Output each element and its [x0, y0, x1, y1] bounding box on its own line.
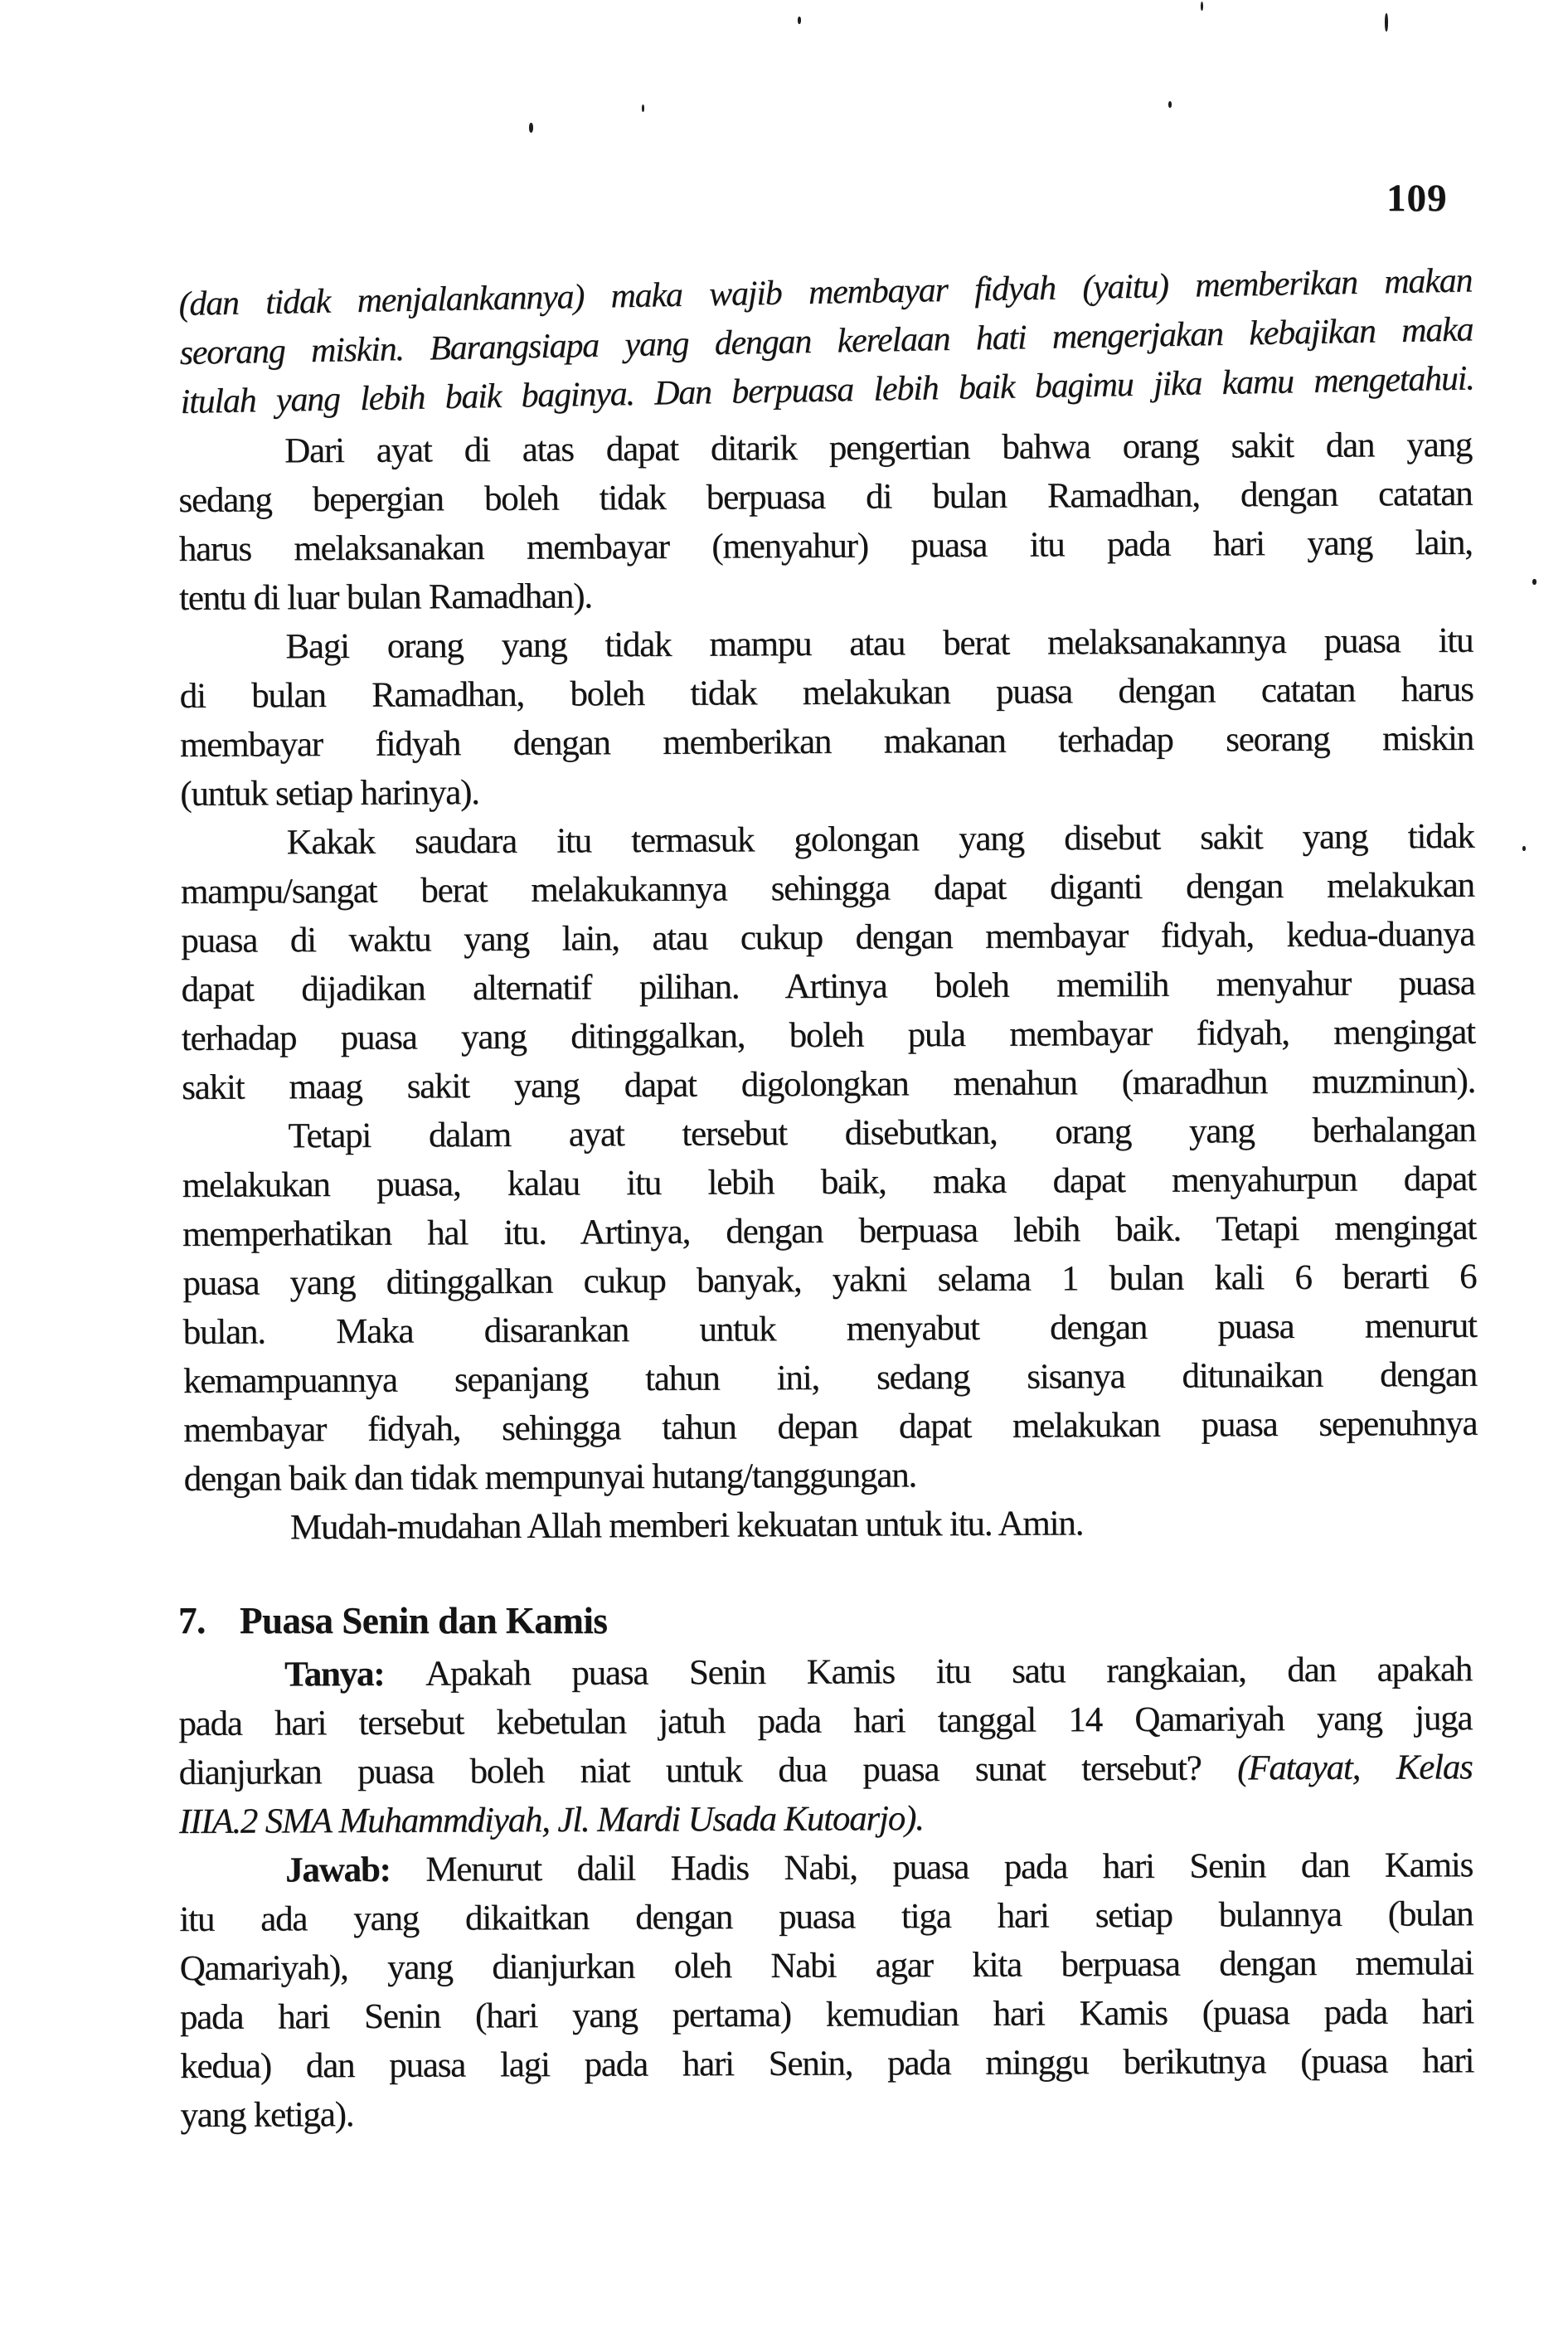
text-segment: memperhatikan hal itu. Artinya, dengan berpuasa lebih baik. Tetapi mengingat	[182, 1208, 1477, 1254]
text-line	[179, 1743, 1473, 1797]
text-line	[181, 861, 1474, 917]
text-line	[180, 763, 1473, 819]
text-line	[182, 1155, 1476, 1210]
text-segment: dengan baik dan tidak mempunyai hutang/tanggungan.	[183, 1456, 917, 1499]
text-line	[178, 1645, 1472, 1699]
text-segment: Qamariyah), yang dianjurkan oleh Nabi agar kita berpuasa dengan memulai	[179, 1943, 1473, 1988]
text-segment: terhadap puasa yang ditinggalkan, boleh pula membayar fidyah, mengingat	[181, 1012, 1475, 1058]
text-line	[179, 616, 1473, 672]
text-segment-bold: Jawab:	[285, 1850, 426, 1890]
text-line	[181, 910, 1474, 965]
text-line	[180, 2036, 1473, 2091]
text-segment: Apakah puasa Senin Kamis itu satu rangkaian, dan apakah	[425, 1650, 1473, 1694]
text-segment: dianjurkan puasa boleh niat untuk dua puasa sunat tersebut?	[178, 1748, 1238, 1792]
text-line	[179, 1792, 1473, 1846]
text-segment: Mudah-mudahan Allah memberi kekuatan untuk itu. Amin.	[289, 1504, 1084, 1548]
text-segment: membayar fidyah, sehingga tahun depan dapat melakukan puasa sepenuhnya	[183, 1403, 1478, 1450]
question-answer-text	[178, 1645, 1474, 2140]
text-segment: puasa yang ditinggalkan cukup banyak, yakni selama 1 bulan kali 6 berarti 6	[182, 1257, 1477, 1303]
text-segment: itulah yang lebih baik baginya. Dan berpuasa lebih baik bagimu jika kamu mengetahui.	[180, 359, 1474, 421]
text-line	[184, 1497, 1478, 1553]
text-line	[180, 1938, 1473, 1993]
text-segment-italic: (Fatayat, Kelas	[1237, 1748, 1473, 1788]
text-line	[180, 714, 1473, 770]
scan-speck	[642, 105, 644, 112]
text-segment: melakukan puasa, kalau itu lebih baik, maka dapat menyahurpun dapat	[182, 1159, 1476, 1205]
text-segment: Bagi orang yang tidak mampu atau berat melaksanakannya puasa itu	[285, 620, 1473, 667]
body-text	[178, 421, 1478, 1553]
text-line	[179, 1840, 1473, 1895]
scan-speck	[529, 123, 533, 133]
text-segment: (dan tidak menjalankannya) maka wajib membayar fidyah (yaitu) memberikan makan	[178, 261, 1473, 323]
text-segment: kemampuannya sepanjang tahun ini, sedang sisanya ditunaikan dengan	[182, 1354, 1478, 1401]
text-segment: itu ada yang dikaitkan dengan puasa tiga hari setiap bulannya (bulan	[179, 1894, 1473, 1939]
text-line	[183, 1301, 1477, 1357]
text-segment: yang ketiga).	[180, 2095, 354, 2135]
text-segment: Dari ayat di atas dapat ditarik pengertian bahwa orang sakit dan yang	[284, 425, 1473, 471]
text-segment: pada hari tersebut kebetulan jatuh pada hari tanggal 14 Qamariyah yang juga	[178, 1699, 1473, 1743]
text-line	[180, 665, 1473, 721]
text-line	[182, 1203, 1476, 1259]
scan-speck	[1532, 579, 1536, 585]
scan-speck	[1168, 101, 1172, 108]
page-number: 109	[1386, 177, 1448, 220]
text-segment-bold: Tanya:	[284, 1654, 426, 1694]
text-line	[180, 812, 1473, 868]
text-line	[183, 1350, 1477, 1406]
scan-speck	[798, 17, 801, 24]
quran-translation-quote	[178, 256, 1474, 427]
text-segment: tentu di luar bulan Ramadhan).	[178, 576, 592, 618]
scan-speck	[1522, 846, 1526, 851]
text-line	[179, 1889, 1473, 1944]
text-line	[182, 1106, 1475, 1161]
text-segment: Menurut dalil Hadis Nabi, puasa pada hari Senin dan Kamis	[425, 1845, 1473, 1889]
text-segment: puasa di waktu yang lain, atau cukup dengan membayar fidyah, kedua-duanya	[181, 914, 1475, 960]
text-segment: dapat dijadikan alternatif pilihan. Artinya boleh memilih menyahur puasa	[181, 963, 1475, 1009]
text-line	[179, 518, 1473, 574]
scan-speck	[1201, 2, 1203, 11]
text-segment: Kakak saudara itu termasuk golongan yang disebut sakit yang tidak	[286, 816, 1474, 863]
section-title: Puasa Senin dan Kamis	[240, 1600, 608, 1641]
text-line	[182, 1252, 1476, 1308]
scan-speck	[1385, 13, 1388, 32]
text-segment: membayar fidyah dengan memberikan makanan terhadap seorang miskin	[179, 718, 1474, 765]
text-line	[180, 2085, 1473, 2140]
text-segment: Tetapi dalam ayat tersebut disebutkan, orang yang berhalangan	[288, 1110, 1476, 1156]
text-line	[181, 959, 1474, 1014]
text-line	[178, 469, 1472, 525]
text-segment: bulan. Maka disarankan untuk menyabut dengan puasa menurut	[182, 1306, 1477, 1352]
text-line	[178, 421, 1472, 476]
text-segment: seorang miskin. Barangsiapa yang dengan kerelaan hati mengerjakan kebajikan maka	[179, 310, 1473, 372]
text-segment-italic: IIIA.2 SMA Muhammdiyah, Jl. Mardi Usada Kutoarjo).	[178, 1799, 924, 1841]
text-segment: (untuk setiap harinya).	[180, 773, 479, 814]
text-segment: sedang bepergian boleh tidak berpuasa di bulan Ramadhan, dengan catatan	[178, 474, 1473, 520]
text-line	[183, 1448, 1477, 1504]
text-segment: harus melaksanakan membayar (menyahur) puasa itu pada hari yang lain,	[178, 523, 1473, 569]
text-segment: kedua) dan puasa lagi pada hari Senin, pada minggu berikutnya (puasa hari	[180, 2041, 1474, 2086]
text-line	[183, 1399, 1477, 1455]
text-line	[178, 1694, 1472, 1748]
text-segment: sakit maag sakit yang dapat digolongkan menahun (maradhun muzminun).	[182, 1061, 1476, 1107]
text-line	[180, 1987, 1473, 2042]
text-line	[182, 1057, 1475, 1112]
section-heading	[178, 1599, 607, 1642]
section-number: 7.	[178, 1600, 206, 1641]
text-line	[182, 1008, 1475, 1063]
text-segment: pada hari Senin (hari yang pertama) kemudian hari Kamis (puasa pada hari	[179, 1992, 1474, 2037]
text-segment: mampu/sangat berat melakukannya sehingga dapat diganti dengan melakukan	[180, 865, 1475, 912]
text-segment: di bulan Ramadhan, boleh tidak melakukan puasa dengan catatan harus	[179, 669, 1473, 716]
text-line	[179, 567, 1473, 623]
